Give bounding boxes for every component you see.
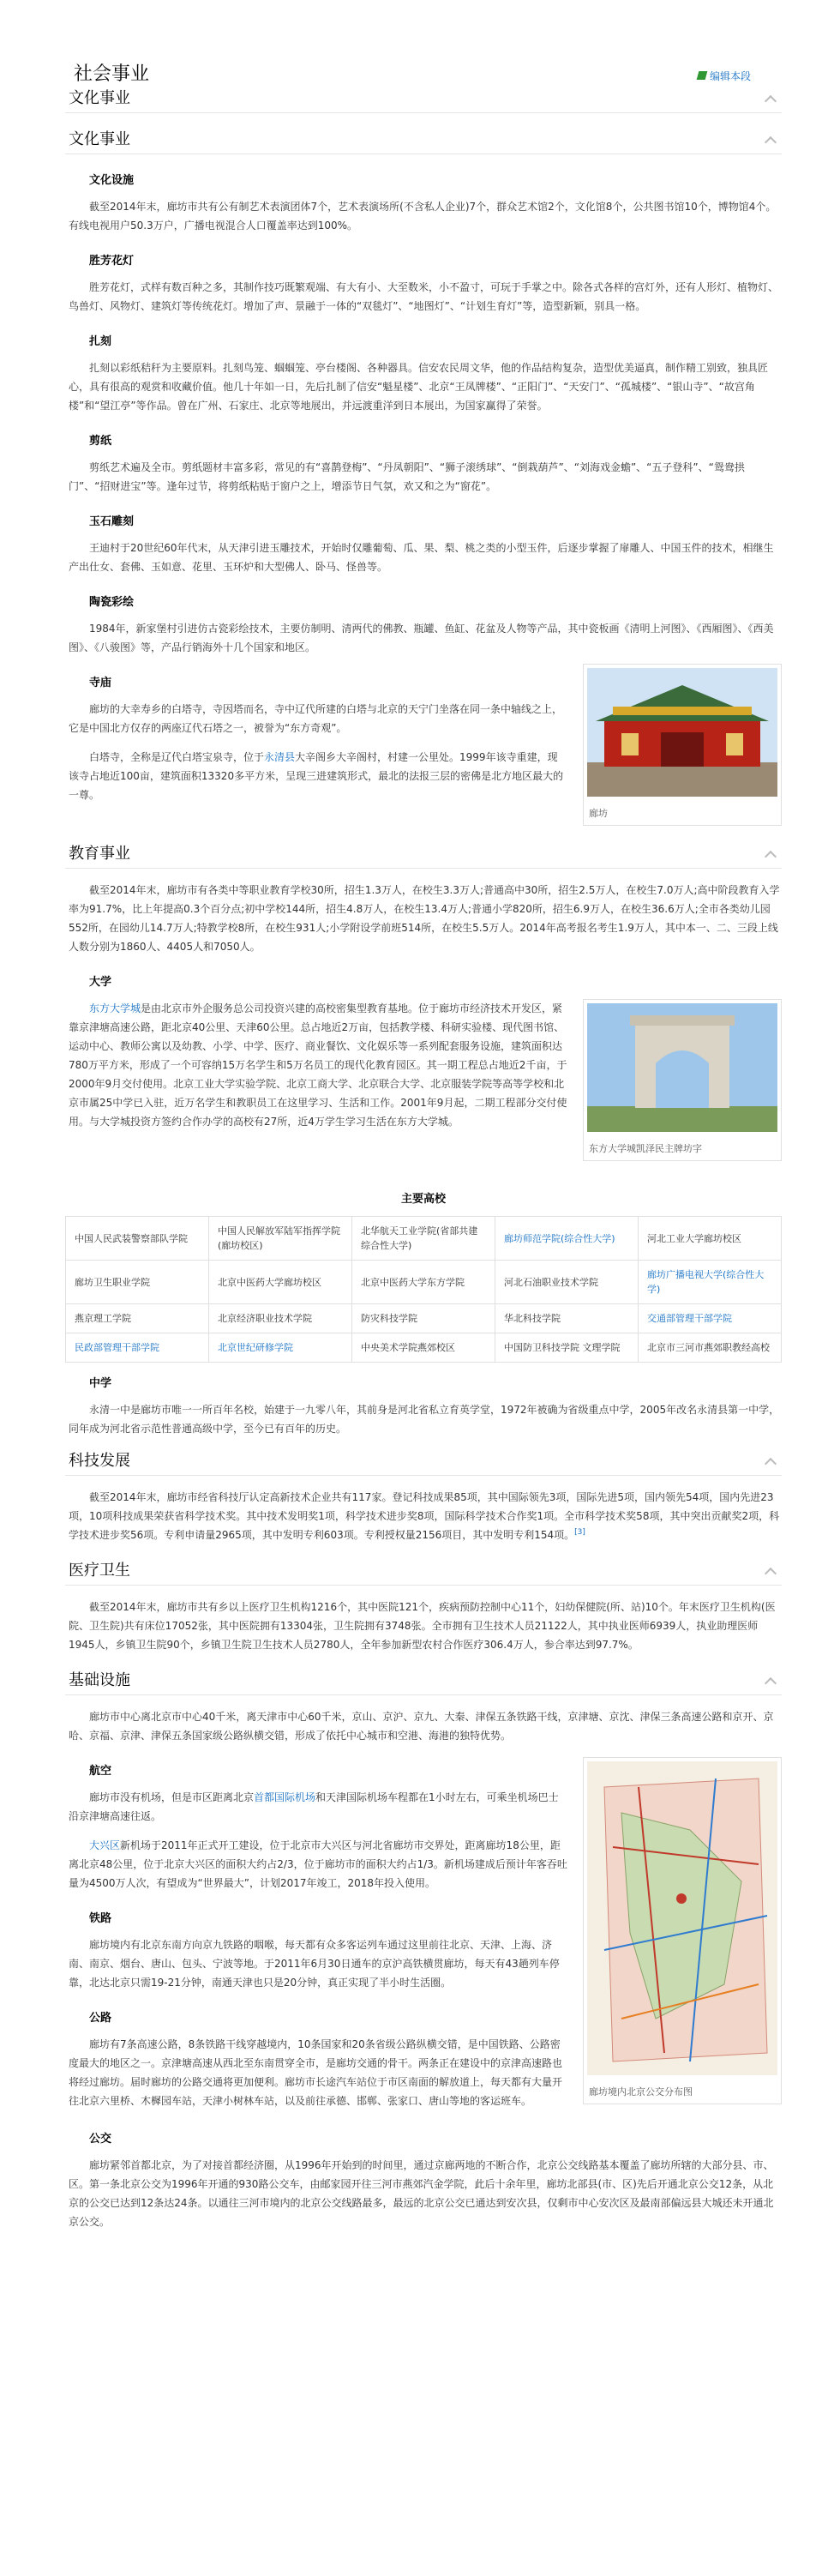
- paragraph: 廊坊有7条高速公路，8条铁路干线穿越境内，10条国家和20条省级公路纵横交错，是中国铁路、公路密度最大的地区之一。京津塘高速从西北至东南贯穿全市，是廊坊交通的骨干。两条正在建设中的京津高速路也将经过廊坊。届时廊坊的公路交通将更加便利。廊坊市长途汽车站位于市区南面的解放道上，每天都有大量开往北京六里桥、木樨园车站，天津小树林车站，以及前往承德、邯郸、张家口、唐山等地的客运班车。: [69, 2038, 563, 2107]
- paragraph: 廊坊市没有机场，但是市区距离北京首都国际机场和天津国际机场车程都在1小时左右，可乘坐机场巴士沿京津塘高速往返。: [69, 1791, 559, 1822]
- table-cell[interactable]: 交通部管理干部学院: [639, 1304, 782, 1333]
- paragraph: 截至2014年末，廊坊市共有公有制艺术表演团体7个，艺术表演场所(不含私人企业)7个，群众艺术馆2个，文化馆8个，公共图书馆10个，博物馆4个。有线电视用户50.3万户，广播电视混合人口覆盖率达到100%。: [69, 201, 777, 232]
- subheading: 陶瓷彩绘: [89, 596, 135, 609]
- link-daxing[interactable]: 大兴区: [89, 1839, 121, 1851]
- section-header-culture-toc[interactable]: [65, 84, 782, 113]
- table-cell: 中国防卫科技学院 文理学院: [495, 1333, 639, 1363]
- subheading: 铁路: [89, 1912, 112, 1925]
- paragraph: 廊坊市中心离北京市中心40千米，离天津市中心60千米，京山、京沪、京九、大秦、津保五条铁路干线，京津塘、京沈、津保三条高速公路和京开、京哈、京福、京津、津保五条国家级公路纵横交错，形成了依托中心城市和空港、海港的独特优势。: [69, 1711, 774, 1742]
- university-image: [587, 1003, 777, 1132]
- table-cell[interactable]: 廊坊广播电视大学(综合性大学): [639, 1261, 782, 1304]
- chevron-up-icon[interactable]: [765, 1676, 777, 1688]
- paragraph: 扎刻以彩纸秸秆为主要原料。扎刻鸟笼、蝈蝈笼、亭台楼阁、各种器具。信安农民周文华，他的作品结构复杂，造型优美逼真，制作精工别致，独具匠心，具有很高的观赏和收藏价值。他几十年如一日，先后扎制了信安“魁星楼”、北京“王凤牌楼”、“正阳门”、“天安门”、“孤城楼”、“银山寺”、“故宫角楼”和“望江亭”等作品。曾在广州、石家庄、北京等地展出，并远渡重洋到日本展出，为国家赢得了荣誉。: [69, 362, 769, 412]
- section-header-education[interactable]: [65, 840, 782, 869]
- schools-table: [65, 1216, 782, 1363]
- chevron-up-icon[interactable]: [765, 850, 777, 862]
- paragraph: 截至2014年末，廊坊市经省科技厅认定高新技术企业共有117家。登记科技成果85项，其中国际领先3项，国际先进5项，国内领先54项，国内先进23项，10项科技成果荣获省科学技术奖。其中技术发明奖1项，科学技术进步奖8项，国际科学技术合作奖1项。全市科学技术奖58项，其中突出贡献奖2项，科学技术进步奖56项。专利申请量2965项，其中发明专利603项。专利授权量2156项目，其中发明专利154项。[3]: [69, 1491, 780, 1541]
- subheading: 公路: [89, 2012, 112, 2025]
- subheading: 寺庙: [89, 677, 112, 689]
- table-cell: 河北工业大学廊坊校区: [639, 1217, 782, 1261]
- table-cell: 防灾科技学院: [352, 1304, 495, 1333]
- paragraph: 剪纸艺术遍及全市。剪纸题材丰富多彩，常见的有“喜鹊登梅”、“丹凤朝阳”、“狮子滚绣球”、“倒栽葫芦”、“刘海戏金蟾”、“五子登科”、“鸳鸯拱门”、“招财进宝”等。逢年过节，将剪纸粘贴于窗户之上，增添节日气氛，欢又和之为“窗花”。: [69, 461, 745, 492]
- subheading: 大学: [89, 976, 112, 989]
- link-yongqing[interactable]: 永清县: [264, 751, 296, 763]
- subheading: 玉石雕刻: [89, 515, 135, 528]
- table-cell: 中央美术学院燕郊校区: [352, 1333, 495, 1363]
- chevron-up-icon[interactable]: [765, 94, 777, 106]
- paragraph: 王迪村于20世纪60年代末，从天津引进玉雕技术，开始时仅雕葡萄、瓜、果、梨、桃之类的小型玉件，后逐步掌握了扉雕人、中国玉件的技术，相继生产出仕女、套佛、玉如意、花里、玉环炉和大型佛人、卧马、怪兽等。: [69, 542, 774, 573]
- table-cell: 中国人民武装警察部队学院: [66, 1217, 209, 1261]
- figure-caption: 东方大学城凯泽民主牌坊字: [589, 1143, 702, 1154]
- page-title: 社会事业: [74, 63, 150, 85]
- table-cell[interactable]: 北京世纪研修学院: [209, 1333, 352, 1363]
- edit-section-button[interactable]: [698, 70, 751, 82]
- subheading: 扎刻: [89, 335, 112, 348]
- subheading: 公交: [89, 2133, 112, 2146]
- bus-map-image: [587, 1761, 777, 2075]
- table-row: [66, 1217, 782, 1261]
- subheading: 文化设施: [89, 174, 135, 187]
- section-header-infrastructure[interactable]: [65, 1666, 782, 1695]
- paragraph: 廊坊紧邻首都北京，为了对接首都经济圈，从1996年开始到的时间里，通过京廊两地的不断合作，北京公交线路基本覆盖了廊坊所辖的大部分县、市、区。第一条北京公交为1996年开通的930路公交车，由邮家园开往三河市燕郊汽金学院，此后十余年里，廊坊北部县(市、区)先后开通北京公交12条，从北京的公交已达到12条达24条。以通往三河市境内的北京公交线路最多，最远的北京公交已通达到安次县，仅剩市中心安次区及最南部偏远县大城还未开通北京公交。: [69, 2159, 774, 2228]
- table-cell: 河北石油职业技术学院: [495, 1261, 639, 1304]
- chevron-up-icon[interactable]: [765, 1457, 777, 1469]
- section-title: 科技发展: [69, 1451, 130, 1470]
- paragraph: 白塔寺，全称是辽代白塔宝泉寺，位于永清县大辛阁乡大辛阁村，村建一公里处。1999年该寺重建，现该寺占地近100亩，建筑面积13320多平方米，呈现三进建筑形式，最北的法报三层的密佛是北方地区最大的一尊。: [69, 751, 564, 801]
- table-cell: 华北科技学院: [495, 1304, 639, 1333]
- paragraph: 廊坊境内有北京东南方向京九铁路的咽喉，每天都有众多客运列车通过这里前往北京、天津、上海、济南、南京、烟台、唐山、包头、宁波等地。于2011年6月30日通车的京沪高铁横贯廊坊，每天有43趟列车停靠，北达北京只需19-21分钟，南通天津也只是20分钟，真正实现了半小时生活圈。: [69, 1939, 560, 1989]
- subheading: 剪纸: [89, 435, 112, 448]
- section-title: 文化事业: [69, 88, 130, 107]
- section-title: 医疗卫生: [69, 1561, 130, 1580]
- table-cell: 北京市三河市燕郊职教经高校: [639, 1333, 782, 1363]
- section-title: 文化事业: [69, 129, 130, 148]
- header: [65, 0, 782, 85]
- section-header-tech[interactable]: [65, 1447, 782, 1476]
- link-capital-airport[interactable]: 首都国际机场: [254, 1791, 316, 1803]
- table-cell: 北京经济职业技术学院: [209, 1304, 352, 1333]
- table-row: [66, 1304, 782, 1333]
- table-row: [66, 1261, 782, 1304]
- table-cell: 燕京理工学院: [66, 1304, 209, 1333]
- chevron-up-icon[interactable]: [765, 135, 777, 147]
- section-header-culture[interactable]: [65, 125, 782, 154]
- pencil-icon: [697, 71, 708, 80]
- figure-caption: 廊坊: [589, 808, 608, 819]
- paragraph: 截至2014年末，廊坊市共有乡以上医疗卫生机构1216个，其中医院121个，疾病预防控制中心11个，妇幼保健院(所、站)10个。年末医疗卫生机构(医院、卫生院)共有床位17052张，其中医院拥有13304张，卫生院拥有3748张。全市拥有卫生技术人员21122人，其中执业医师6939人，执业助理医师1945人，乡镇卫生院90个，乡镇卫生院卫生技术人员2780人，全年参加新型农村合作医疗306.4万人，参合率达到97.7%。: [69, 1601, 776, 1651]
- subheading: 航空: [89, 1765, 112, 1778]
- edit-label: 编辑本段: [709, 70, 751, 82]
- paragraph: 廊坊的大幸寿乡的白塔寺，寺因塔而名，寺中辽代所建的白塔与北京的天宁门坐落在同一条中轴线之上，它是中国北方仅存的两座辽代石塔之一，被誉为“东方奇观”。: [69, 703, 563, 734]
- table-cell: 中国人民解放军陆军指挥学院(廊坊校区): [209, 1217, 352, 1261]
- table-cell: 廊坊卫生职业学院: [66, 1261, 209, 1304]
- chevron-up-icon[interactable]: [765, 1567, 777, 1579]
- temple-figure[interactable]: [583, 664, 782, 826]
- temple-image: [587, 668, 777, 797]
- paragraph: 大兴区新机场于2011年正式开工建设，位于北京市大兴区与河北省廊坊市交界处，距离廊坊18公里，距离北京48公里，位于北京大兴区的面积大约占2/3，位于廊坊市的面积大约占1/3。新机场建成后预计年客吞吐量为4500万人次，有望成为“世界最大”，计划2017年竣工，2018年投入使用。: [69, 1839, 567, 1889]
- table-cell[interactable]: 廊坊师范学院(综合性大学): [495, 1217, 639, 1261]
- section-header-health[interactable]: [65, 1556, 782, 1586]
- paragraph: 东方大学城是由北京市外企服务总公司投资兴建的高校密集型教育基地。位于廊坊市经济技术开发区，紧靠京津塘高速公路，距北京40公里、天津60公里。总占地近2万亩，包括教学楼、科研实验楼、现代图书馆、运动中心、教师公寓以及幼教、小学、中学、医疗、商业餐饮、文化娱乐等一系列配套服务设施，建筑面积达780万平方米，形成了一个可容纳15万名学生和5万名员工的现代化教育园区。其一期工程总占地近2千亩，于2000年9月交付使用。北京工业大学实验学院、北京工商大学、北京联合大学、北京服装学院等高等学校和北京市属25中学已入驻，近万名学生和教职员工在这里学习、生活和工作。2001年9月起，二期工程部分交付使用。与大学城投资方签约合作办学的高校有27所，近4万学生学习生活在东方大学城。: [69, 1002, 567, 1128]
- table-cell: 北华航天工业学院(省部共建综合性大学): [352, 1217, 495, 1261]
- link-dongfang-university[interactable]: 东方大学城: [89, 1002, 141, 1014]
- paragraph: 截至2014年末，廊坊市有各类中等职业教育学校30所，招生1.3万人，在校生3.3万人;普通高中30所，招生2.5万人，在校生7.0万人;高中阶段教育入学率为91.7%，比上年提高0.3个百分点;初中学校144所，招生4.8万人，在校生13.4万人;普通小学820所，招生6.9万人，在校生36.6万人;全市各类幼儿园552所，在园幼儿14.7万人;特教学校8所，在校生931人;小学附设学前班514所，在校生5.5万人。2014年高考报名考生1.9万人，其中本一、二、三段上线人数分别为1860人、4405人和7050人。: [69, 884, 780, 953]
- table-caption: 主要高校: [400, 1193, 446, 1206]
- table-cell: 北京中医药大学东方学院: [352, 1261, 495, 1304]
- table-cell: 北京中医药大学廊坊校区: [209, 1261, 352, 1304]
- section-title: 基础设施: [69, 1670, 130, 1689]
- table-cell[interactable]: 民政部管理干部学院: [66, 1333, 209, 1363]
- subheading: 中学: [89, 1377, 112, 1390]
- reference-link[interactable]: [3]: [574, 1528, 585, 1537]
- subheading: 胜芳花灯: [89, 255, 135, 268]
- paragraph: 胜芳花灯，式样有数百种之多，其制作技巧既繁观端、有大有小、大至数米，小不盈寸，可玩于手掌之中。除各式各样的宫灯外，还有人形灯、植物灯、鸟兽灯、风物灯、建筑灯等传统花灯。增加了声、景融于一体的“双毯灯”、“地图灯”、“计划生育灯”等，造型新颖，别具一格。: [69, 281, 779, 312]
- map-figure[interactable]: [583, 1757, 782, 2104]
- paragraph: 永清一中是廊坊市唯一一所百年名校，始建于一九零八年，其前身是河北省私立育英学堂，1972年被确为省级重点中学，2005年改名永清县第一中学，同年成为河北省示范性普通高级中学，至今已有百年的历史。: [69, 1404, 780, 1435]
- section-title: 教育事业: [69, 844, 130, 863]
- paragraph: 1984年，新家堡村引进仿古瓷彩绘技术，主要仿制明、清两代的佛教、瓶罐、鱼缸、花盆及人物等产品，其中瓷板画《清明上河图》、《西厢图》、《西美图》、《八骏图》等，产品行销海外十几个国家和地区。: [69, 623, 774, 653]
- university-figure[interactable]: [583, 999, 782, 1161]
- table-row: [66, 1333, 782, 1363]
- figure-caption: 廊坊境内北京公交分布图: [589, 2086, 693, 2098]
